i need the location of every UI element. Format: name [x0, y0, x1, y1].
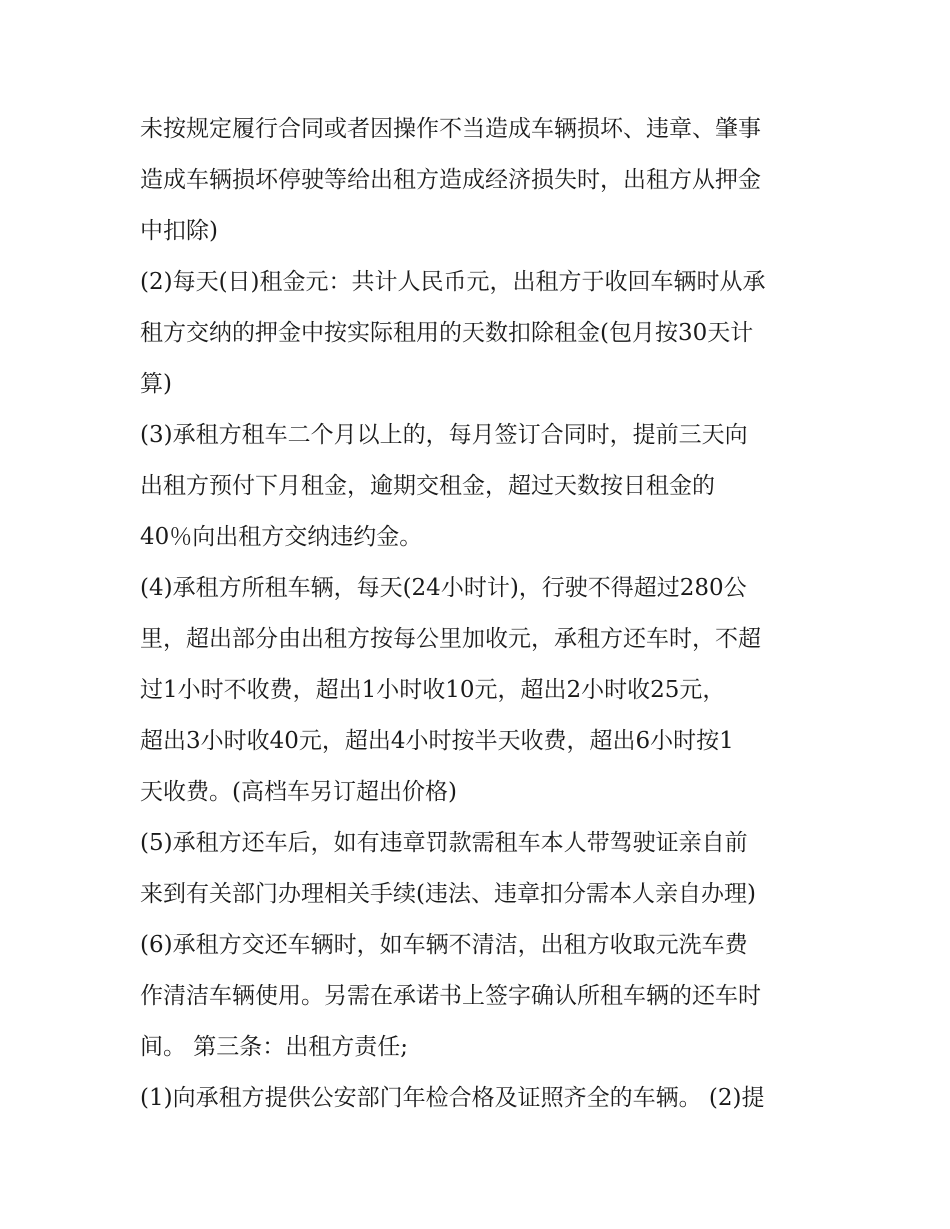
- text-line: (5)承租方还车后，如有违章罚款需租车本人带驾驶证亲自前: [140, 830, 748, 856]
- text-line: (1)向承租方提供公安部门年检合格及证照齐全的车辆。 (2)提: [140, 1085, 765, 1111]
- document-body: [140, 104, 820, 1124]
- text-line: 租方交纳的押金中按实际租用的天数扣除租金(包月按30天计: [140, 320, 754, 346]
- text-line: (2)每天(日)租金元：共计人民币元，出租方于收回车辆时从承: [140, 269, 766, 295]
- text-line: 算): [140, 371, 172, 397]
- text-line: 40％向出租方交纳违约金。: [140, 524, 423, 550]
- text-line: 天收费。(高档车另订超出价格): [140, 779, 457, 805]
- text-line: 中扣除): [140, 218, 218, 244]
- text-line: (4)承租方所租车辆，每天(24小时计)，行驶不得超过280公: [140, 575, 747, 601]
- text-line: 间。 第三条：出租方责任;: [140, 1034, 409, 1060]
- text-line: 造成车辆损坏停驶等给出租方造成经济损失时，出租方从押金: [140, 167, 761, 193]
- text-line: 超出3小时收40元，超出4小时按半天收费，超出6小时按1: [140, 728, 734, 754]
- text-line: 作清洁车辆使用。另需在承诺书上签字确认所租车辆的还车时: [140, 983, 761, 1009]
- text-line: 未按规定履行合同或者因操作不当造成车辆损坏、违章、肇事: [140, 116, 761, 142]
- text-line: 来到有关部门办理相关手续(违法、违章扣分需本人亲自办理): [140, 881, 756, 907]
- text-line: 过1小时不收费，超出1小时收10元，超出2小时收25元，: [140, 677, 726, 703]
- text-line: (6)承租方交还车辆时，如车辆不清洁，出租方收取元洗车费: [140, 932, 748, 958]
- text-line: 出租方预付下月租金，逾期交租金，超过天数按日租金的: [140, 473, 715, 499]
- text-line: 里，超出部分由出租方按每公里加收元，承租方还车时，不超: [140, 626, 761, 652]
- text-line: (3)承租方租车二个月以上的，每月签订合同时，提前三天向: [140, 422, 748, 448]
